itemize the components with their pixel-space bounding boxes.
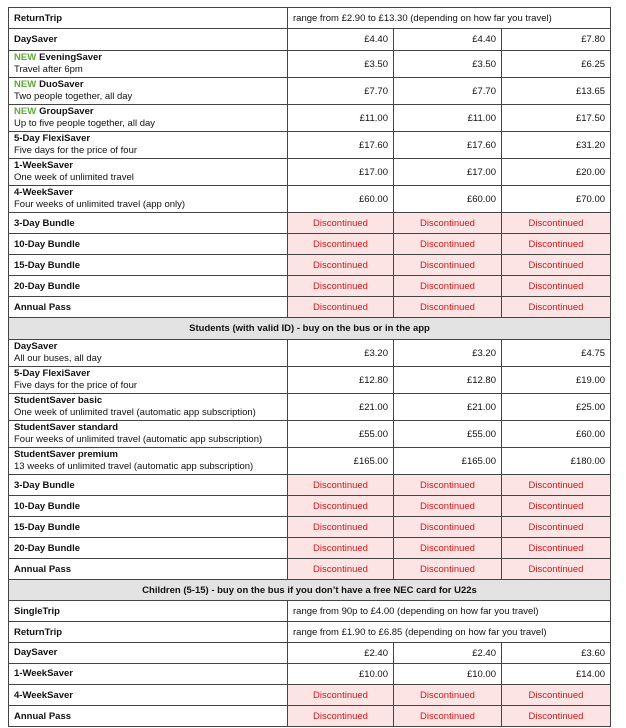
- fares-table: [8, 7, 611, 727]
- fare-name: ReturnTrip: [14, 626, 63, 638]
- discontinued-cell: Discontinued: [502, 213, 611, 234]
- fare-name-cell: [9, 367, 288, 394]
- fare-name-cell: [9, 601, 288, 622]
- fare-name-cell: [9, 78, 288, 105]
- fare-name: 3-Day Bundle: [14, 217, 75, 229]
- discontinued-row: [9, 234, 611, 255]
- fare-name: 10-Day Bundle: [14, 500, 80, 512]
- fare-price: £17.50: [502, 105, 611, 132]
- fare-range-row: [9, 8, 611, 29]
- fare-price: £165.00: [394, 448, 502, 475]
- fare-name: StudentSaver basic: [14, 395, 103, 406]
- fare-price: £10.00: [288, 664, 394, 685]
- discontinued-cell: Discontinued: [502, 234, 611, 255]
- discontinued-cell: Discontinued: [502, 297, 611, 318]
- fare-name: 1-WeekSaver: [14, 160, 73, 171]
- fare-name-line: [14, 644, 282, 662]
- fare-name-cell: [9, 8, 288, 29]
- fare-name-cell: [9, 643, 288, 664]
- fare-name-cell: [9, 448, 288, 475]
- discontinued-cell: Discontinued: [394, 255, 502, 276]
- fare-name-cell: [9, 234, 288, 255]
- discontinued-cell: Discontinued: [502, 685, 611, 706]
- discontinued-cell: Discontinued: [394, 538, 502, 559]
- fare-name-cell: [9, 685, 288, 706]
- new-badge: NEW: [14, 79, 37, 90]
- fare-name-cell: [9, 394, 288, 421]
- discontinued-cell: Discontinued: [394, 213, 502, 234]
- fare-row: [9, 643, 611, 664]
- fare-price: £3.20: [394, 340, 502, 367]
- fare-name-cell: [9, 340, 288, 367]
- fare-name-line: [14, 368, 282, 380]
- discontinued-cell: Discontinued: [502, 496, 611, 517]
- fare-description: 13 weeks of unlimited travel (automatic app subscription): [14, 461, 254, 472]
- discontinued-cell: Discontinued: [502, 255, 611, 276]
- discontinued-row: [9, 475, 611, 496]
- fare-price: £12.80: [288, 367, 394, 394]
- discontinued-cell: Discontinued: [288, 517, 394, 538]
- fare-name-cell: [9, 421, 288, 448]
- fare-name-cell: [9, 297, 288, 318]
- discontinued-cell: Discontinued: [288, 276, 394, 297]
- discontinued-row: [9, 496, 611, 517]
- discontinued-cell: Discontinued: [502, 475, 611, 496]
- fare-name-cell: [9, 186, 288, 213]
- discontinued-row: [9, 276, 611, 297]
- fare-name: 15-Day Bundle: [14, 259, 80, 271]
- discontinued-cell: Discontinued: [394, 297, 502, 318]
- fare-price: £60.00: [288, 186, 394, 213]
- discontinued-cell: Discontinued: [502, 706, 611, 727]
- fare-row: [9, 78, 611, 105]
- fare-price: £14.00: [502, 664, 611, 685]
- fare-name: 10-Day Bundle: [14, 238, 80, 250]
- fare-price: £17.00: [288, 159, 394, 186]
- fare-name: DaySaver: [14, 33, 58, 45]
- fare-name: StudentSaver standard: [14, 422, 118, 433]
- fare-price: £60.00: [502, 421, 611, 448]
- fare-name-line: [14, 395, 282, 407]
- fare-name: Annual Pass: [14, 710, 72, 722]
- discontinued-cell: Discontinued: [394, 475, 502, 496]
- fare-name: ReturnTrip: [14, 12, 63, 24]
- discontinued-cell: Discontinued: [394, 496, 502, 517]
- discontinued-row: [9, 706, 611, 727]
- fare-name-cell: [9, 475, 288, 496]
- fare-name: 4-WeekSaver: [14, 689, 73, 701]
- discontinued-cell: Discontinued: [502, 276, 611, 297]
- fare-price: £19.00: [502, 367, 611, 394]
- fare-name: Annual Pass: [14, 301, 72, 313]
- fare-price: £20.00: [502, 159, 611, 186]
- fare-price: £7.80: [502, 29, 611, 51]
- fare-price: £31.20: [502, 132, 611, 159]
- fare-name-line: [14, 106, 282, 118]
- fare-description: All our buses, all day: [14, 353, 102, 364]
- fare-price: £165.00: [288, 448, 394, 475]
- fare-name-line: [14, 133, 282, 145]
- fare-price: £7.70: [394, 78, 502, 105]
- fare-price: £4.75: [502, 340, 611, 367]
- discontinued-row: [9, 255, 611, 276]
- fare-description: Four weeks of unlimited travel (automatic app subscription): [14, 434, 263, 445]
- fare-price: £3.50: [394, 51, 502, 78]
- fare-price: £17.60: [288, 132, 394, 159]
- fare-name-line: [14, 52, 282, 64]
- discontinued-cell: Discontinued: [288, 706, 394, 727]
- fare-name-cell: [9, 276, 288, 297]
- fare-name-line: [14, 665, 282, 683]
- fare-name: 3-Day Bundle: [14, 479, 75, 491]
- discontinued-row: [9, 297, 611, 318]
- section-heading: Children (5-15) - buy on the bus if you don’t have a free NEC card for U22s: [9, 580, 611, 601]
- fare-name-cell: [9, 706, 288, 727]
- fare-description: One week of unlimited travel (automatic app subscription): [14, 407, 256, 418]
- discontinued-cell: Discontinued: [288, 685, 394, 706]
- fare-price: £21.00: [394, 394, 502, 421]
- fare-name: 20-Day Bundle: [14, 542, 80, 554]
- discontinued-row: [9, 213, 611, 234]
- fare-description: One week of unlimited travel: [14, 172, 134, 183]
- fare-name-cell: [9, 132, 288, 159]
- discontinued-cell: Discontinued: [288, 475, 394, 496]
- fare-name-line: [14, 79, 282, 91]
- discontinued-cell: Discontinued: [288, 234, 394, 255]
- fare-description: Five days for the price of four: [14, 145, 138, 156]
- fare-row: [9, 29, 611, 51]
- fare-name-cell: [9, 517, 288, 538]
- fare-name-line: [14, 341, 282, 353]
- discontinued-cell: Discontinued: [288, 297, 394, 318]
- fare-range: range from £1.90 to £6.85 (depending on how far you travel): [288, 622, 611, 643]
- discontinued-row: [9, 685, 611, 706]
- fare-price: £11.00: [288, 105, 394, 132]
- fare-name-cell: [9, 29, 288, 51]
- fare-description: Four weeks of unlimited travel (app only): [14, 199, 186, 210]
- fare-row: [9, 394, 611, 421]
- fare-price: £2.40: [288, 643, 394, 664]
- fare-price: £17.00: [394, 159, 502, 186]
- discontinued-cell: Discontinued: [288, 496, 394, 517]
- section-heading-row: [9, 318, 611, 340]
- fare-price: £10.00: [394, 664, 502, 685]
- discontinued-cell: Discontinued: [288, 538, 394, 559]
- fare-price: £3.20: [288, 340, 394, 367]
- discontinued-cell: Discontinued: [394, 276, 502, 297]
- discontinued-cell: Discontinued: [502, 559, 611, 580]
- fare-price: £60.00: [394, 186, 502, 213]
- fare-price: £17.60: [394, 132, 502, 159]
- fare-row: [9, 421, 611, 448]
- section-heading-row: [9, 580, 611, 601]
- discontinued-cell: Discontinued: [288, 255, 394, 276]
- fare-name-line: [14, 187, 282, 199]
- discontinued-cell: Discontinued: [394, 517, 502, 538]
- discontinued-row: [9, 559, 611, 580]
- fare-range: range from 90p to £4.00 (depending on how far you travel): [288, 601, 611, 622]
- fare-row: [9, 105, 611, 132]
- fare-range: range from £2.90 to £13.30 (depending on how far you travel): [288, 8, 611, 29]
- fare-price: £13.65: [502, 78, 611, 105]
- fare-name: 4-WeekSaver: [14, 187, 73, 198]
- fare-row: [9, 448, 611, 475]
- discontinued-row: [9, 538, 611, 559]
- fare-name-cell: [9, 105, 288, 132]
- fare-price: £25.00: [502, 394, 611, 421]
- fare-price: £3.50: [288, 51, 394, 78]
- fare-description: Five days for the price of four: [14, 380, 138, 391]
- fare-row: [9, 664, 611, 685]
- fare-description: Up to five people together, all day: [14, 118, 156, 129]
- fare-name: GroupSaver: [39, 106, 94, 117]
- discontinued-cell: Discontinued: [394, 706, 502, 727]
- fare-price: £180.00: [502, 448, 611, 475]
- discontinued-cell: Discontinued: [502, 517, 611, 538]
- fare-price: £70.00: [502, 186, 611, 213]
- fare-description: Travel after 6pm: [14, 64, 83, 75]
- fare-name: 20-Day Bundle: [14, 280, 80, 292]
- fare-name-cell: [9, 538, 288, 559]
- discontinued-cell: Discontinued: [502, 538, 611, 559]
- fare-name-line: [14, 160, 282, 172]
- fare-name: 15-Day Bundle: [14, 521, 80, 533]
- fare-name-cell: [9, 159, 288, 186]
- fare-row: [9, 367, 611, 394]
- discontinued-cell: Discontinued: [394, 685, 502, 706]
- fare-price: £2.40: [394, 643, 502, 664]
- fare-name: DaySaver: [14, 341, 58, 352]
- fare-price: £55.00: [288, 421, 394, 448]
- fare-price: £21.00: [288, 394, 394, 421]
- fare-description: Two people together, all day: [14, 91, 133, 102]
- fare-row: [9, 51, 611, 78]
- fare-name-cell: [9, 255, 288, 276]
- fare-price: £6.25: [502, 51, 611, 78]
- discontinued-cell: Discontinued: [288, 559, 394, 580]
- discontinued-cell: Discontinued: [288, 213, 394, 234]
- discontinued-row: [9, 517, 611, 538]
- fare-row: [9, 340, 611, 367]
- new-badge: NEW: [14, 52, 37, 63]
- fare-name-cell: [9, 559, 288, 580]
- fare-name: 5-Day FlexiSaver: [14, 133, 91, 144]
- fare-row: [9, 132, 611, 159]
- fare-range-row: [9, 601, 611, 622]
- fare-price: £11.00: [394, 105, 502, 132]
- fare-name: 5-Day FlexiSaver: [14, 368, 91, 379]
- fare-price: £55.00: [394, 421, 502, 448]
- fare-row: [9, 186, 611, 213]
- fare-name-cell: [9, 51, 288, 78]
- fare-name: 1-WeekSaver: [14, 668, 73, 679]
- discontinued-cell: Discontinued: [394, 559, 502, 580]
- fare-name: DaySaver: [14, 647, 58, 658]
- fare-name: DuoSaver: [39, 79, 84, 90]
- discontinued-cell: Discontinued: [394, 234, 502, 255]
- fare-name-line: [14, 449, 282, 461]
- fare-name: StudentSaver premium: [14, 449, 118, 460]
- fare-price: £3.60: [502, 643, 611, 664]
- fare-price: £4.40: [288, 29, 394, 51]
- new-badge: NEW: [14, 106, 37, 117]
- section-heading: Students (with valid ID) - buy on the bus or in the app: [9, 318, 611, 340]
- fare-row: [9, 159, 611, 186]
- fare-name-line: [14, 31, 282, 49]
- fare-name-line: [14, 422, 282, 434]
- fare-name-cell: [9, 496, 288, 517]
- fare-price: £12.80: [394, 367, 502, 394]
- fare-name-cell: [9, 213, 288, 234]
- fare-price: £4.40: [394, 29, 502, 51]
- fare-name-cell: [9, 664, 288, 685]
- fare-price: £7.70: [288, 78, 394, 105]
- fare-range-row: [9, 622, 611, 643]
- fare-name: EveningSaver: [39, 52, 103, 63]
- fare-name-cell: [9, 622, 288, 643]
- fare-name: Annual Pass: [14, 563, 72, 575]
- fare-name: SingleTrip: [14, 605, 60, 617]
